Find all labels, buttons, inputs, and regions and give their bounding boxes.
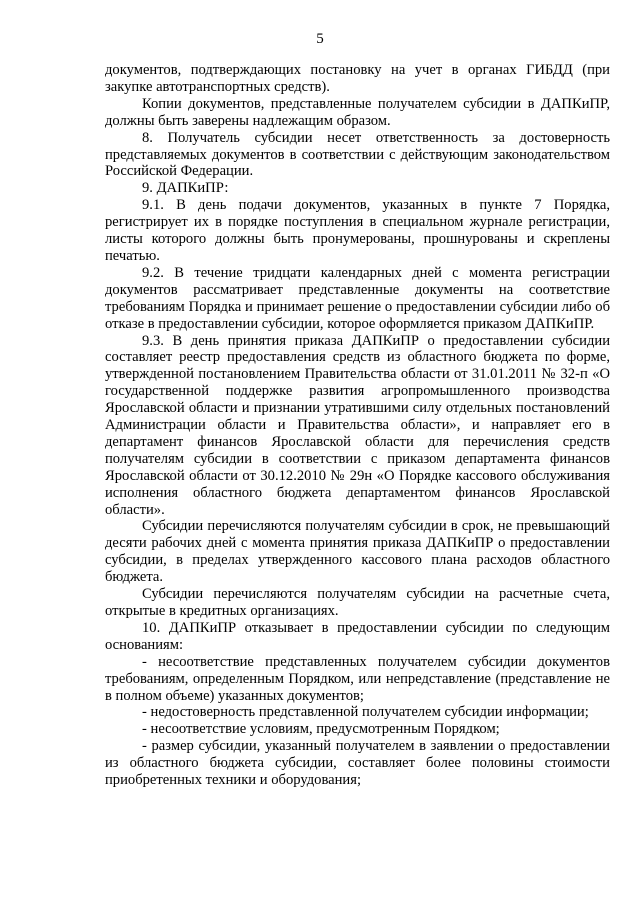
list-item: - несоответствие условиям, предусмотренным Порядком; [142, 721, 500, 738]
paragraph: 8. Получатель субсидии несет ответственность за достоверность представляемых документов в соответствии с действующим законодательством Российской Федерации. [105, 129, 610, 180]
paragraph: 9. ДАПКиПР: [142, 180, 229, 197]
paragraph: Субсидии перечисляются получателям субсидии в срок, не превышающий десяти рабочих дней с момента принятия приказа ДАПКиПР о предоставлении субсидии, в пределах утвержденного кассового плана расходов областного бюджета. [105, 518, 610, 586]
paragraph: документов, подтверждающих постановку на учет в органах ГИБДД (при закупке автотранспортных средств). [105, 62, 610, 95]
paragraph: Субсидии перечисляются получателям субсидии на расчетные счета, открытые в кредитных организациях. [105, 586, 610, 619]
list-item: - несоответствие представленных получателем субсидии документов требованиям, определенным Порядком, или непредставление (представление не в полном объеме) указанных документов; [105, 653, 610, 704]
paragraph: 9.3. В день принятия приказа ДАПКиПР о предоставлении субсидии составляет реестр предоставления средств из областного бюджета по форме, утвержденной постановлением Правительства области от 31.01.2011 № 32-п «О государственной поддержке развития агропромышленного производства Ярославской области и признании утратившими силу отдельных постановлений Администрации области и Правительства области», и направляет его в департамент финансов Ярославской области для перечисления средств получателям субсидии в соответствии с приказом департамента финансов Ярославской области от 30.12.2010 № 29н «О Порядке кассового обслуживания исполнения областного бюджета департаментом финансов Ярославской области». [105, 332, 610, 518]
paragraph: 9.2. В течение тридцати календарных дней с момента регистрации документов рассматривает представленные документы на соответствие требованиям Порядка и принимает решение о предоставлении субсидии либо об отказе в предоставлении субсидии, которое оформляется приказом ДАПКиПР. [105, 264, 610, 332]
list-item: - недостоверность представленной получателем субсидии информации; [142, 704, 589, 721]
document-body [105, 62, 610, 789]
list-item: - размер субсидии, указанный получателем в заявлении о предоставлении из областного бюджета субсидии, составляет более половины стоимости приобретенных техники и оборудования; [105, 738, 610, 789]
paragraph: Копии документов, представленные получателем субсидии в ДАПКиПР, должны быть заверены надлежащим образом. [105, 95, 610, 129]
paragraph: 9.1. В день подачи документов, указанных в пункте 7 Порядка, регистрирует их в порядке поступления в специальном журнале регистрации, листы которого должны быть пронумерованы, прошнурованы и скреплены печатью. [105, 197, 610, 264]
page-number: 5 [316, 31, 324, 47]
paragraph: 10. ДАПКиПР отказывает в предоставлении субсидии по следующим основаниям: [105, 619, 610, 653]
